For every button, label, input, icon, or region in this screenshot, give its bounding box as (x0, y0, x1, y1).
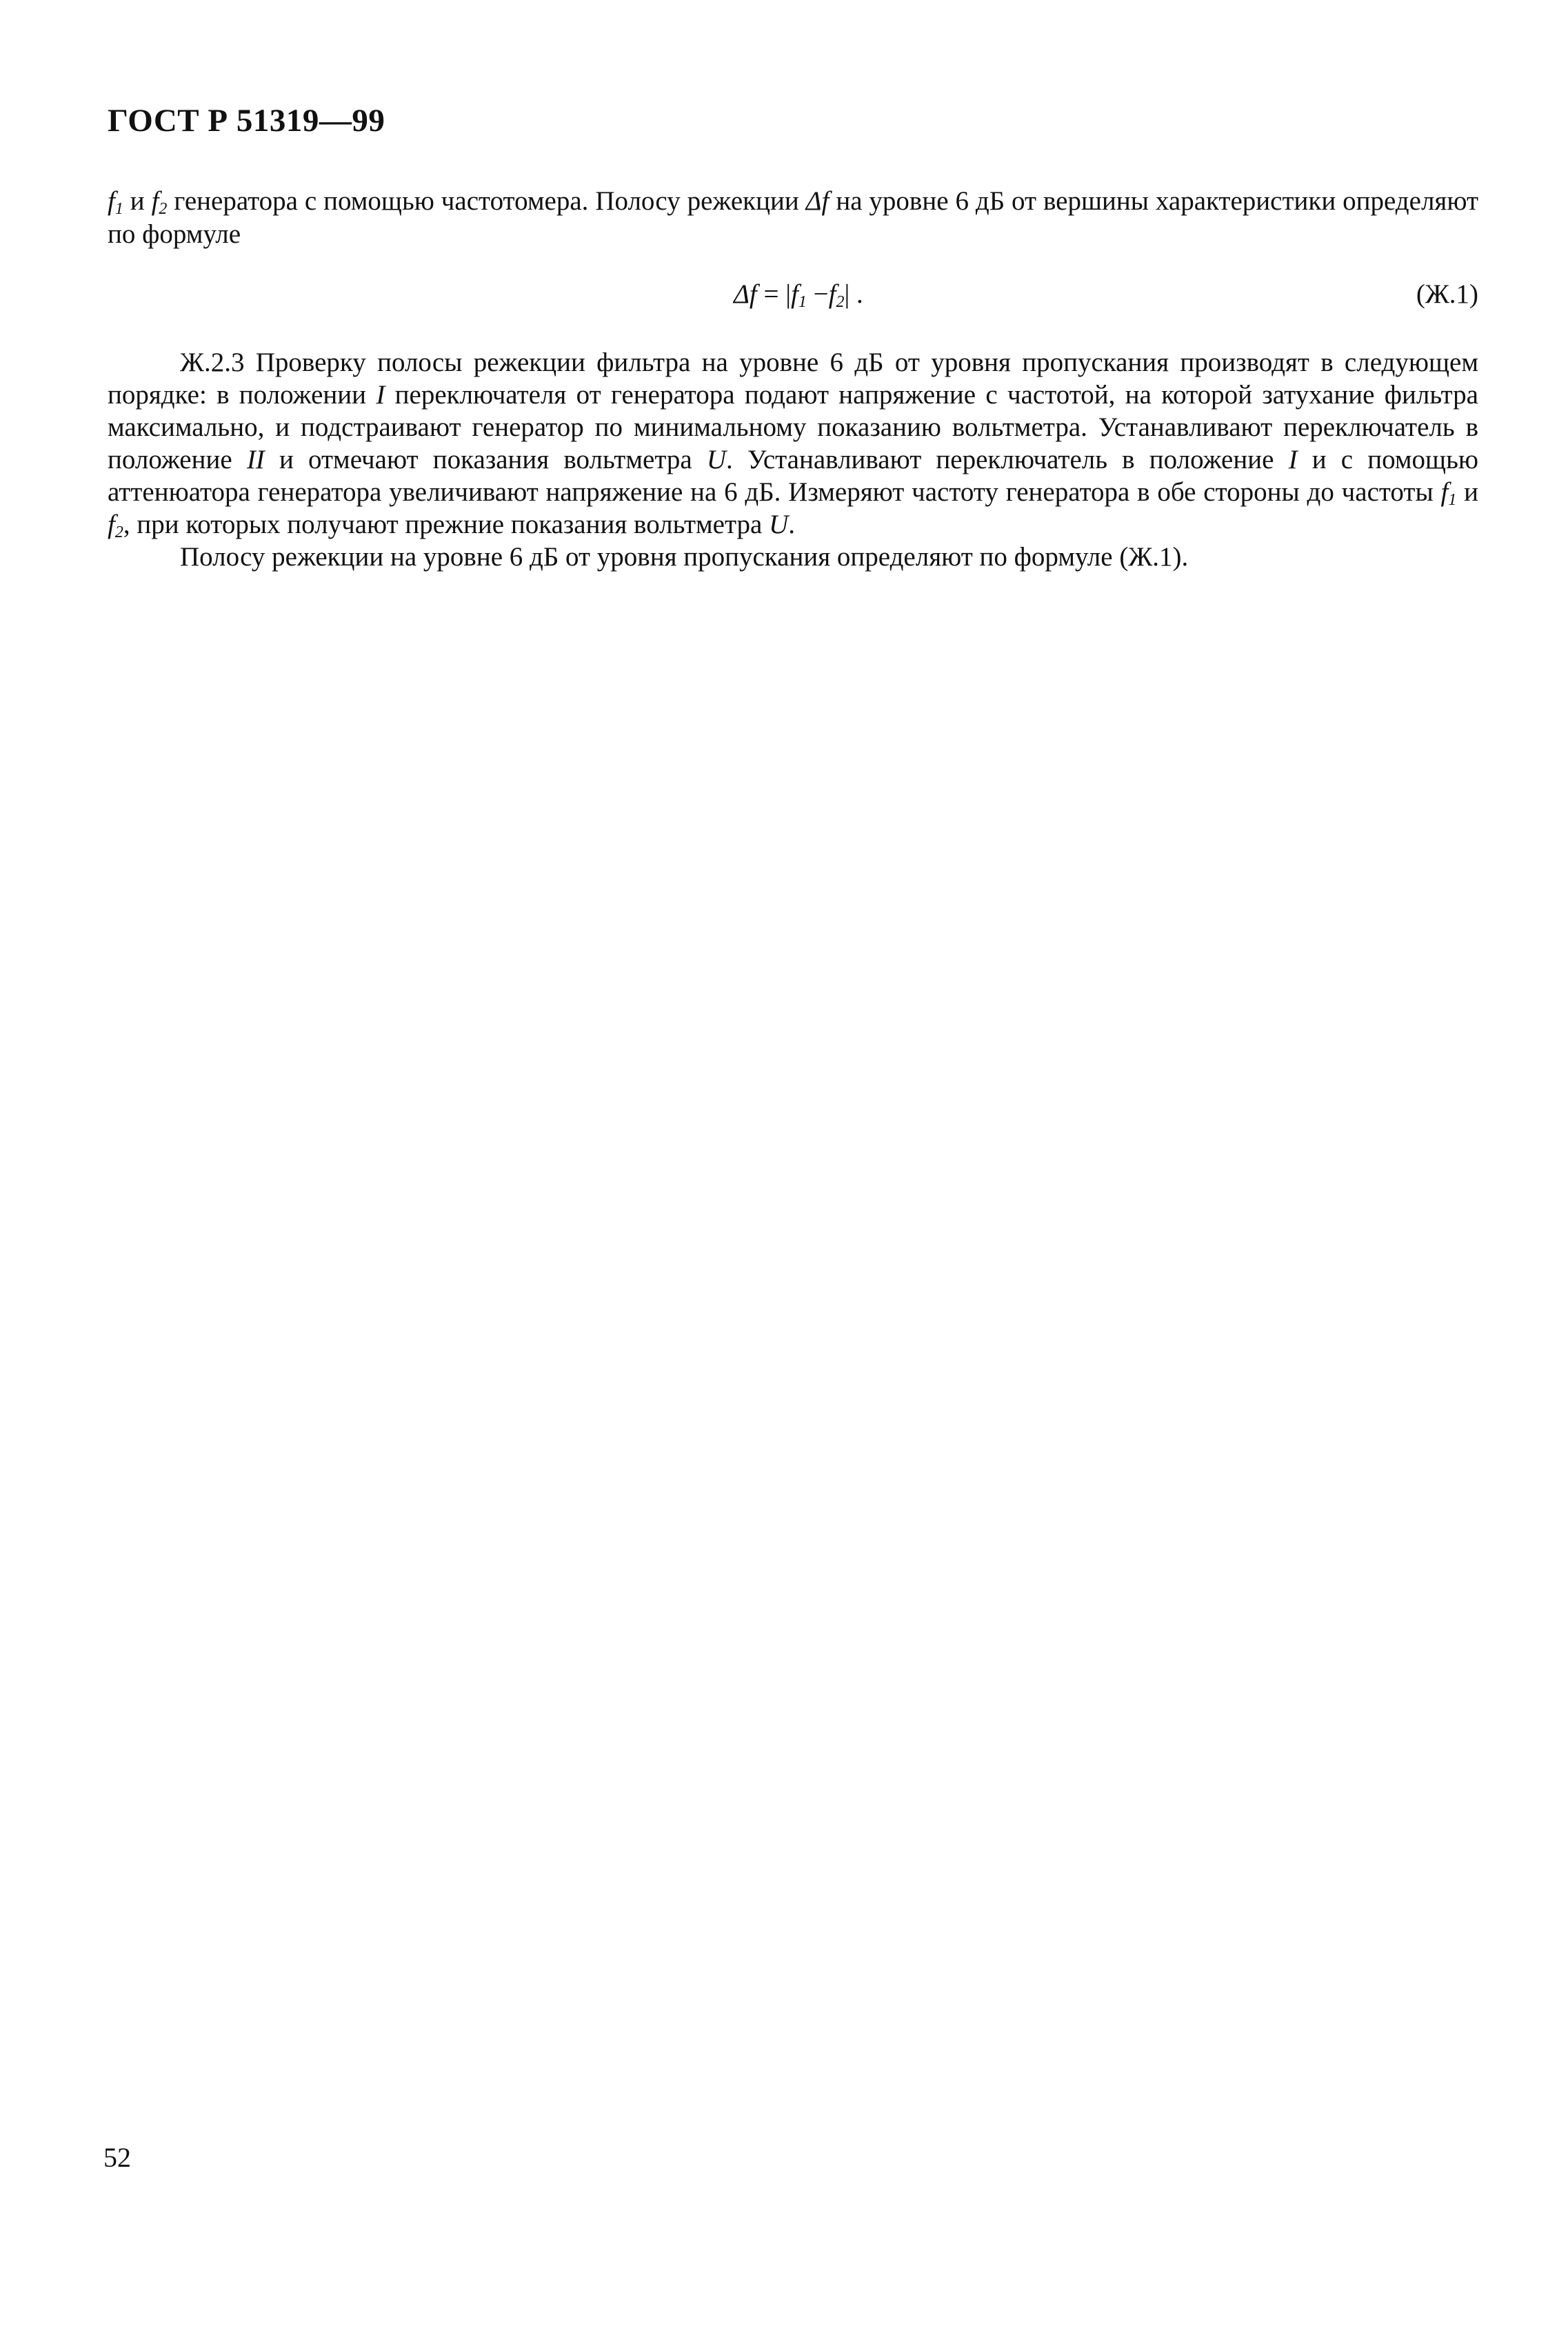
section-zh-2-3 (108, 346, 1478, 573)
symbol-f2: $f_2$ (151, 186, 168, 218)
symbol-delta-f: Δf (805, 186, 830, 216)
paragraph-formula-reference: Полосу режекции на уровне 6 дБ от уровня пропускания определяют по формуле (Ж.1). (180, 542, 1189, 572)
document-header: ГОСТ Р 51319—99 (108, 103, 385, 139)
paragraph-rejection-check: Ж.2.3 Проверку полосы режекции фильтра на уровне 6 дБ от уровня пропускания производят в следующем порядке: в положении I переключателя от генератора подают напряжение с частотой, на которой затухание фильтра максимально, и подстраивают генератор по минимальному показанию вольтметра. Устанавливают переключатель в положение II и отмечают показания вольтметра U. Устанавливают переключатель в положение I и с помощью аттенюатора генератора увеличивают напряжение на 6 дБ. Измеряют частоту генератора в обе стороны до частоты $f_1$ и $f_2$, при которых получают прежние показания вольтметра U. (108, 348, 1478, 541)
equation-number: (Ж.1) (1416, 279, 1478, 309)
formula-bandwidth: $\Delta f = |f_1 -f_2|$ . (734, 279, 863, 311)
symbol-f1: $f_1$ (108, 186, 123, 218)
page-number: 52 (103, 2142, 131, 2173)
formula-row (108, 278, 1478, 312)
paragraph-frequency-measurement: $f_1$ и $f_2$ генератора с помощью частотомера. Полосу режекции Δf на уровне 6 дБ от вершины характеристики определяют по формуле (108, 186, 1479, 249)
